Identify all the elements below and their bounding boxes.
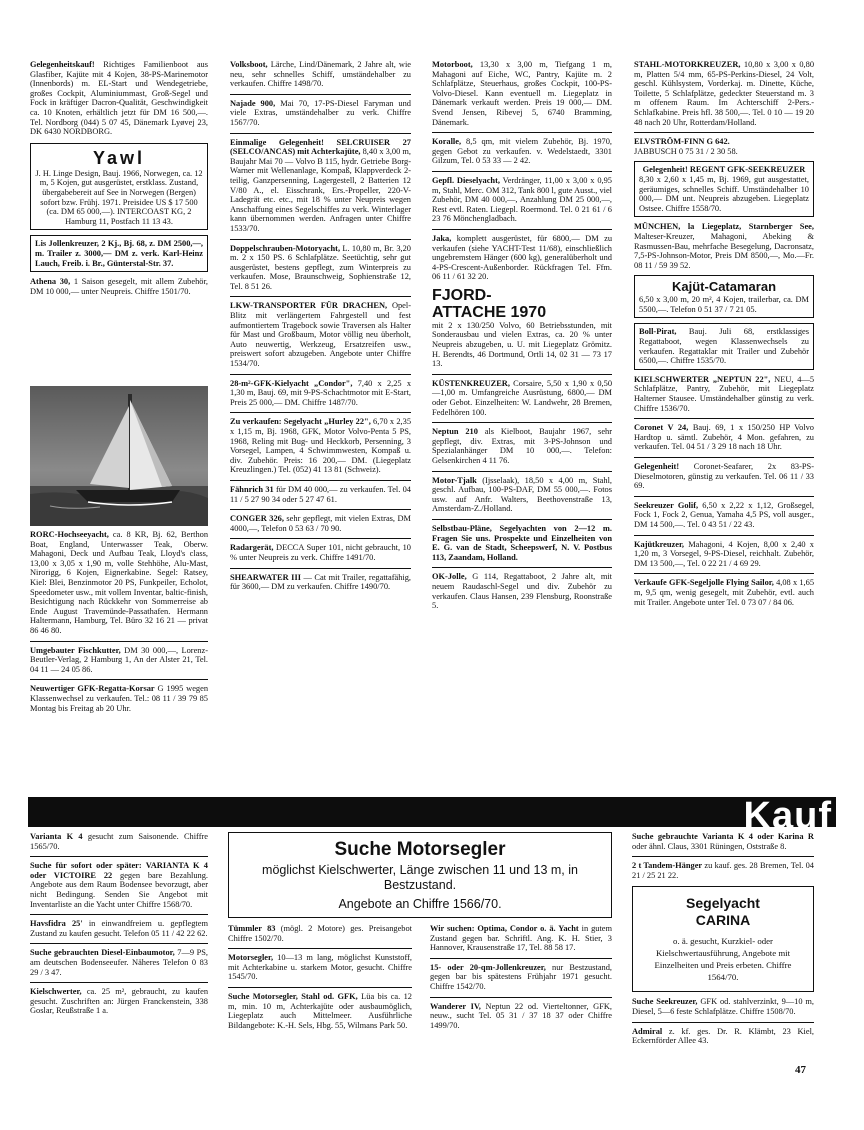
column-4	[634, 60, 814, 612]
ad-text: NEU, 4—5 Schlafplätze, Pantry, Zubehör, mit Liegeplatz Halterner Stausee. Umständehalber günstig zu verk. Chiffre 1536/70.	[634, 374, 815, 413]
ad-text: L. 10,80 m, Br. 3,20 m. 2 x 150 PS. 6 Schlafplätze. Seetüchtig, sehr gut ausgerüstet, bestens gepflegt, zum Winterpreis zu verkaufen. Mose, Braunschweig, Sophienstraße 12, Tel. 8 51 26.	[230, 243, 411, 291]
ad-text: nur Bestzustand, gegen bar bis spätestens Frühjahr 1971 gesucht. Chiffre 1542/70.	[430, 962, 613, 991]
classified-ad	[230, 543, 411, 562]
divider	[432, 132, 612, 133]
classified-ad	[230, 244, 411, 292]
bottom-column-3	[430, 924, 612, 1035]
divider	[634, 496, 814, 497]
ad-text: (Ijsselaak), 18,50 x 4,00 m, Stahl, geschl. Aufbau, 100-PS-DAF, DM 55 000,—. Fotos usw. auf Anfr. Walters, Beethovenstraße 13, Amsterdam-Z./Holland.	[432, 475, 613, 514]
classified-ad	[432, 234, 612, 282]
classified-ad	[230, 60, 411, 89]
boxed-ad	[634, 323, 814, 369]
wanted-ad	[30, 832, 208, 851]
section-title-kauf: Kauf	[743, 795, 832, 837]
ad-text: Coronet-Seafarer, 2x 83-PS-Dieselmotoren, günstig zu verkaufen. Tel. 06 11 / 33 69.	[634, 462, 814, 491]
classified-ad	[432, 427, 612, 465]
ad-title: LKW-TRANSPORTER FÜR DRACHEN,	[230, 301, 388, 311]
ad-title: Coronet V 24,	[634, 423, 689, 433]
ad-title: Neptun 210	[432, 427, 478, 437]
ad-text: JABBUSCH 0 75 31 / 2 30 58.	[634, 146, 738, 156]
divider	[634, 573, 814, 574]
classified-ad	[432, 476, 612, 514]
classified-ad	[230, 301, 411, 368]
ad-title: Radargerät,	[230, 543, 274, 553]
ad-text: J. H. Linge Design, Bauj. 1966, Norwegen, ca. 12 m, 5 Kojen, gut ausgerüstet, erstklass. Zustand, übergabebereit auf See in Norwegen (Bergen) sofort bzw. Frühj. 1971. Preisidee US $ 17 500 (ca. DM 65 000,—). INTERCOAST KG, 2 Hamburg 11, Postfach 11 13 43.	[35, 168, 203, 226]
divider	[230, 412, 411, 413]
ad-text: Corsaire, 5,50 x 1,90 x 0,50—1,00 m. Umfangreiche Ausrüstung, 6800,— DM oder Gebot. Einzelheiten: W. Landwehr, 28 Bremen, Fedelhören 100.	[432, 378, 613, 417]
boxed-ad-catamaran	[634, 275, 814, 318]
divider	[30, 856, 208, 857]
wanted-ad	[430, 924, 612, 953]
divider	[432, 567, 612, 568]
ad-title: Segelyacht	[686, 895, 760, 912]
bottom-column-4	[632, 832, 814, 1051]
ad-text: sehr gepflegt, mit vielen Extras, DM 4000,—, Telefon 0 53 63 / 70 90.	[230, 514, 412, 533]
ad-text: Opel-Blitz mit verlängertem Fahrgestell und fest aufmontiertem Tragebock sowie Traversen als Halter für Mast und Großbaum, Motor völlig neu überholt, Auto neuwertig, Werkzeug, Ersatzreifen usw., preiswert sofort abzugeben. Angebote unter Chiffre 1534/70.	[230, 301, 412, 369]
ad-title: Motorboot,	[432, 60, 473, 69]
ad-text: zu kauf. ges. 28 Bremen, Tel. 04 21 / 25 21 22.	[632, 861, 814, 880]
ad-title: RORC-Hochseeyacht,	[30, 530, 109, 539]
ad-text: möglichst Kielschwerter, Länge zwischen 11 und 13 m, in Bestzustand.	[262, 863, 578, 892]
classified-ad	[30, 277, 208, 296]
ad-text: GFK od. stahlverzinkt, 9—10 m, Diesel, 5—6 feste Schlafplätze. Chiffre 1508/70.	[632, 997, 815, 1016]
ad-text: DECCA Super 101, nicht gebraucht, 10 % unter Neupreis zu verk. Chiffre 1491/70.	[230, 543, 411, 562]
ad-title: Kajüt-Catamaran	[671, 279, 777, 295]
yacht-photo-image	[30, 386, 208, 526]
wanted-ad	[430, 963, 612, 992]
ad-title: Selbstbau-Pläne, Segelyachten von	[432, 523, 567, 533]
ad-text: 6,50 x 2,22 x 1,12, Großsegel, Fock 1, Fock 2, Genua, Yamaha 4,5 PS, voll ausger., DM 14 500,—. Tel. 0 43 51 / 22 43.	[634, 500, 815, 529]
ad-title: Kielschwerter,	[30, 987, 82, 997]
ad-title: Einmalige Gelegenheit! SELCRUISER 27 (SELCO/ANCAS) mit Achterkajüte,	[230, 137, 411, 157]
classified-ad	[432, 137, 612, 166]
wanted-ad	[30, 861, 208, 909]
ad-text: oder ähnl. Claus, 3301 Rüningen, Oststraße 8.	[632, 841, 787, 851]
divider	[30, 943, 208, 944]
ad-text: für DM 40 000,— zu verkaufen. Tel. 04 11 / 5 27 90 34 oder 5 27 47 61.	[230, 484, 411, 504]
ad-text: Malteser-Kreuzer, Mahagoni, Abeking & Rasmussen-Bau, mehrfache Besegelung, Dacronsatz, 7,5-PS-Johnson-Motor, Preis DM 8500,—, Mo.—Fr. 08 11 / 59 39 52.	[634, 231, 814, 270]
ad-title: Najade 900,	[230, 98, 276, 108]
ad-text: Lüa bis ca. 12 m, min. 10 m, Achterkajüte oder ausbaumöglich, Liegeplatz auch Mittelmeer. Ausführliche Bildangebote: K.-H. Sels, Hbg. 55, Wilmans Park 50.	[228, 991, 412, 1030]
divider	[30, 914, 208, 915]
ad-text: 6,50 x 3,00 m, 20 m², 4 Kojen, trailerbar, ca. DM 5500,—. Telefon 0 51 37 / 7 21 05.	[639, 295, 809, 314]
ad-title: Athena 30,	[30, 277, 71, 287]
classified-ad	[30, 684, 208, 713]
ad-title: SHEARWATER III	[230, 572, 301, 582]
ad-title: Volksboot,	[230, 60, 268, 69]
classified-ad	[30, 60, 208, 137]
ad-title: 2 t Tandem-Hänger	[632, 861, 703, 871]
ad-title: 15- oder 20-qm-Jollenkreuzer,	[430, 962, 546, 972]
ad-title: CARINA	[695, 912, 751, 929]
divider	[634, 132, 814, 133]
ad-title: Suche Seekreuzer,	[632, 997, 698, 1007]
ad-title: Motor-Tjalk	[432, 475, 477, 485]
ad-text: G 114, Regattaboot, 2 Jahre alt, mit neuem Raudaschl-Segel und div. Zubehör zu verkaufen. Claus Hansen, 239 Flensburg, Roonstraße 5.	[432, 572, 613, 611]
classified-ad	[230, 573, 411, 592]
ad-title: Suche gebrauchte Varianta K 4 oder Karina R	[632, 832, 814, 841]
ad-text: komplett ausgerüstet, für 6800,— DM zu verkaufen (siehe YACHT-Test 11/68), einschließlich ungebremstem Hänger (600 kg), generalüberholt und 4-PS-Crescent-Außenborder. Rückfragen Tel. Ffm. 06 11 / 61 32 20.	[432, 233, 613, 282]
ad-title: Kajütkreuzer,	[634, 539, 685, 549]
divider	[432, 519, 612, 520]
divider	[228, 948, 412, 949]
ad-title: Zu verkaufen: Segelyacht „Hurley 22",	[230, 417, 371, 427]
ad-title: FJORD-ATTACHE 1970	[432, 286, 547, 321]
classified-ad	[30, 646, 208, 675]
column-1	[30, 60, 208, 301]
ad-title: Wir suchen: Optima, Condor o. ä. Yacht	[430, 924, 579, 933]
divider	[230, 239, 411, 240]
ad-title: Umgebauter Fischkutter,	[30, 645, 121, 655]
classified-ad	[230, 485, 411, 504]
ad-title: Gelegenheitskauf!	[30, 60, 95, 69]
ad-title: ELVSTRÖM-FINN G 642.	[634, 137, 730, 147]
divider	[430, 997, 612, 998]
divider	[432, 422, 612, 423]
divider	[230, 374, 411, 375]
ad-title: Suche Motorsegler, Stahl od. GFK,	[228, 991, 358, 1001]
bottom-column-1	[30, 832, 208, 1021]
ad-text: mit 2 x 130/250 Volvo, 60 Betriebsstunden, mit Sonderausbau und vielen Extras, ca. 20 % unter Neupreis abzugeben, u. U. mit Liegeplatz Grömitz. H. Berendts, 46 Dortmund, Ortli 14, 02 31 — 73 17 13.	[432, 320, 612, 369]
classified-ad	[634, 501, 814, 530]
classified-ad	[634, 137, 814, 156]
ad-text: 1 Saison gesegelt, mit allem Zubehör, DM 10 000,— unter Neupreis. Chiffre 1501/70.	[30, 277, 208, 296]
ad-title: KÜSTENKREUZER,	[432, 378, 510, 388]
divider	[230, 480, 411, 481]
classified-ad	[634, 540, 814, 569]
wanted-ad	[228, 953, 412, 982]
classified-ad	[230, 99, 411, 128]
wanted-ad	[430, 1002, 612, 1031]
ad-text: Angebote an Chiffre 1566/70.	[338, 897, 502, 911]
ad-text: 6,70 x 2,35 x 1,15 m, Bj. 1968, GFK, Motor Volvo-Penta 5 PS, 1968, Reling mit Bug- und Heckkorb, Persenning, 3 Vorsegel, Lampen, 4 Schwimmwesten, Kompaß u. div. Zubehör. Preis: 16 200,— DM. (Liegeplatz Kreuzlingen.) Tel. (052) 41 13 81 (Schweiz).	[230, 417, 412, 475]
boxed-ad	[30, 235, 208, 272]
ad-text: 8,30 x 2,60 x 1,45 m, Bj. 1969, gut ausgestattet, geräumiges, schnelles Schiff. Umständehalber 10 000,— DM unt. Neupreis abzugeben. Liegeplatz Ostsee. Chiffre 1558/70.	[639, 174, 809, 213]
ad-text: — Cat mit Trailer, regattafähig, für 3600,— DM zu verkaufen. Chiffre 1490/70.	[230, 572, 412, 592]
ad-text: 2—12 m. Fragen Sie uns. Prospekte und Einzelheiten von E. G. van de Stadt, Scheepswerf, N. V. Postbus 113, Zaandam, Holland.	[432, 523, 612, 562]
divider	[634, 535, 814, 536]
classified-ad	[432, 572, 612, 610]
ad-title: Yawl	[92, 147, 146, 168]
ad-text: Bauj. 69, 1 x 150/250 HP Volvo Hardtop u. sämtl. Zubehör, 4 Mon. gefahren, zu verkaufen. Tel. 04 51 / 3 29 18 nach 18 Uhr.	[634, 423, 814, 452]
classified-ad	[230, 514, 411, 533]
ad-title: Gelegenheit!	[634, 462, 680, 471]
ad-title: MÜNCHEN, la Liegeplatz, Starnberger See,	[634, 222, 814, 232]
ad-title: 28-m²-GFK-Kielyacht „Condor",	[230, 378, 353, 388]
classified-ad	[30, 530, 208, 636]
ad-text: 8,40 x 3,00 m, Baujahr Mai 70 — Volvo B 115, hydr. Getriebe Borg-Warner mit Wellenanlage, Kompaß, Klappverdeck 2-teilig, Ganzpersenning, Lagergestell, 2 Batterien 12 V/80 A., el. Eisschrank, Ers.-Propeller, 220-V-Ladegrät etc. etc., mit 18 % unter Neupreis wegen Anschaffung eines Segelschiffes zu verk. Winterlager kann übernommen werden. Anfragen unter Chiffre 1533/70.	[230, 147, 411, 233]
ad-text: Lis Jollenkreuzer, 2 Kj., Bj. 68, z. DM 2500,—, m. Trailer z. 3000,— DM z. verk. Karl-Heinz Lauch, Freib. i. Br., Günterstal-Str. 37.	[35, 239, 203, 268]
ad-text: Mahagoni, 4 Kojen, 8,00 x 2,40 x 1,20 m, 3 Vorsegel, 9-PS-Diesel, reichhalt. Zubehör, DM 13 500,—, Tel. 0 22 21 / 4 69 29.	[634, 539, 814, 568]
wanted-ad	[30, 987, 208, 1016]
ad-text: 10—13 m lang, möglichst Kunststoff, mit Achterkabine u. starkem Motor, gesucht. Chiffre 1545/70.	[228, 953, 412, 982]
divider	[230, 94, 411, 95]
divider	[430, 958, 612, 959]
column-3	[432, 60, 612, 616]
divider	[432, 374, 612, 375]
ad-title: Gelegenheit! REGENT GFK-SEEKREUZER	[642, 165, 806, 175]
classified-ad	[432, 524, 612, 562]
ad-text: 10,80 x 3,00 x 0,80 m, Platten 5/4 mm, 65-PS-Perkins-Diesel, 24 Volt, geschl. Kühlsystem, Vorderkaj. m. Dinette, Küche, Toilette, 5 Schlafplätze, gedeckter Steuerstand m. 3 m offenem Raum. Im Achterschiff 2-Pers.-Schlafkabine. Preis hfl. 38 500,—. Tel. 0 10 — 19 20 48 nach 20 Uhr, Rotterdam/Holland.	[634, 60, 815, 127]
bottom-column-2	[228, 924, 412, 1035]
divider	[230, 568, 411, 569]
ad-title: Suche Motorsegler	[334, 839, 506, 860]
boxed-ad-motorsegler	[228, 832, 612, 918]
divider	[632, 1022, 814, 1023]
ad-title: Seekreuzer Golif,	[634, 500, 699, 510]
wanted-ad	[228, 924, 412, 943]
wanted-ad	[30, 919, 208, 938]
ad-text: 7—9 PS, am deutschen Bodenseeufer. Näheres Telefon 0 83 29 / 3 47.	[30, 948, 208, 977]
divider	[230, 538, 411, 539]
classified-ad	[432, 379, 612, 417]
ad-text: 4,08 x 1,65 m, 9,5 qm, wenig gesegelt, mit Zubehör, evtl. auch mit Trailer. Angebote unter Tel. 0 73 07 / 84 06.	[634, 578, 815, 607]
classified-ad	[634, 60, 814, 127]
ad-text: (mögl. 2 Motore) ges. Preisangebot Chiffre 1502/70.	[228, 924, 413, 943]
ad-title: Verkaufe GFK-Segeljolle Flying Sailor,	[634, 578, 774, 588]
ad-text: in gutem Zustand gegen bar. Schriftl. Ang. K. H. Stier, 3 Hannover, Krausenstraße 17, Tel. 88 58 17.	[430, 924, 612, 953]
classified-ad-fjord	[432, 287, 612, 369]
ad-text: ca. 25 m², gebraucht, zu kaufen gesucht. Zuschriften an: Jürgen Franckenstein, 338 Goslar, Reußstraße 1 a.	[30, 987, 209, 1016]
ad-text: Richtiges Familienboot aus Glasfiber, Kajüte mit 4 Kojen, 38-PS-Marinemotor (Innenbords) m. EL-Start und Wendegetriebe, großes Cockpit, Aluminiummast, Groß-Segel und Fock in kräftiger Dacron-Qualität, Geschwindigkeit ca. 10 Knoten, erhältlich jetzt für DM 16 500,—. Tel. Nordborg (044) 5 07 45, Dänemark Lyøvej 23, DK 6430 NORDBORG.	[30, 60, 208, 137]
divider	[228, 987, 412, 988]
ad-text: Mai 70, 17-PS-Diesel Faryman und viele Extras, umständehalber zu verk. Chiffre 1567/70.	[230, 98, 411, 127]
wanted-ad	[30, 948, 208, 977]
sailing-yacht-photo	[30, 386, 208, 526]
ad-text: ca. 8 KR, Bj. 62, Berthon Boat, England, Unterwasser Teak, Oberw. Mahagoni, Deck und Aufbau Teak, Lloyd's class, 13,00 x 3,05 x 1,90 m, volle Stehhöhe, Alu-Mast, Nirorigg, 6 Kojen, Eignerkabine. Segel: Ratsey, Kiel: Blei, Benzinmotor 20 PS, Funkpeiler, Echolot, Speedometer usw., mit vollem Inventar, baltic-finish, Besichtigung nach Rückkehr von Sommerreise ab Ende August Travemünde-Passathafen. Hermann Haltermann, Hamburg, Tel. Büro 32 16 21 — privat 86 46 80.	[30, 530, 209, 635]
column-1-lower	[30, 530, 208, 718]
ad-text: 8,5 qm, mit vielem Zubehör, Bj. 1970, gegen Gebot zu verkaufen. v. Wedelstaedt, 3301 Gilzum, Tel. 0 53 33 — 2 42.	[432, 137, 613, 166]
ad-title: Varianta K 4	[30, 832, 83, 841]
ad-text: als Kielboot, Baujahr 1967, sehr gepflegt, div. Extras, mit 3-PS-Johnson und Spezialanhänger DM 10 000,—. Telefon: Gelsenkirchen 4 11 76.	[432, 427, 613, 465]
ad-text: gesucht zum Saisonende. Chiffre 1565/70.	[30, 832, 208, 851]
classified-ad	[634, 578, 814, 607]
divider	[230, 133, 411, 134]
divider	[432, 471, 612, 472]
wanted-ad	[632, 1027, 814, 1046]
ad-title: Fähnrich 31	[230, 484, 274, 494]
divider	[634, 418, 814, 419]
ad-title: Jaka,	[432, 233, 452, 243]
divider	[30, 679, 208, 680]
classified-ad	[634, 222, 814, 270]
classified-ad	[230, 138, 411, 234]
ad-title: Doppelschrauben-Motoryacht,	[230, 243, 341, 253]
ad-title: Wanderer IV,	[430, 1001, 481, 1011]
ad-text: 7,40 x 2,25 x 1,30 m, Bauj. 69, mit 9-PS-Schachtmotor mit E-Start, Preis 25 000,— DM. Chiffre 1487/70.	[230, 378, 412, 407]
page-number: 47	[795, 1064, 806, 1076]
wanted-ad	[632, 861, 814, 880]
ad-title: Boll-Pirat,	[639, 327, 677, 337]
classified-ad	[634, 423, 814, 452]
classified-ad	[634, 375, 814, 413]
ad-text: G 1995 wegen Klassenwechsel zu verkaufen. Tel.: 08 11 / 39 79 85 Montag bis Freitag ab 20 Uhr.	[30, 684, 209, 713]
ad-text: Neptun 22 od. Vierteltonner, GFK, neuw., sucht Tel. 05 31 / 37 18 37 oder Chiffre 1499/70.	[430, 1001, 612, 1030]
divider	[230, 296, 411, 297]
ad-title: CONGER 326,	[230, 514, 284, 524]
ad-title: Admiral	[632, 1026, 663, 1036]
ad-text: Verdränger, 11,00 x 3,00 x 0,95 m, Stahl, Merc. OM 312, Tank 800 l, gute Ausst., viel Zubehör, DM 40 000,—, Anzahlung DM 25 000,—, Rest evtl. Raten. Liegepl. Roermond. Tel. 0 21 61 / 6 23 76 Mönchengladbach.	[432, 175, 613, 224]
ad-text: DM 30 000,—, Lorenz-Beutler-Verlag, 2 Hamburg 1, An der Alster 21, Tel. 04 11 — 24 05 86.	[30, 645, 208, 674]
ad-title: OK-Jolle,	[432, 572, 467, 582]
divider	[432, 171, 612, 172]
divider	[634, 457, 814, 458]
divider	[30, 982, 208, 983]
ad-text: o. ä. gesucht, Kurzkiel- oder Kielschwertausführung, Angebote mit Einzelheiten und Preis erbeten. Chiffre 1564/70.	[654, 936, 792, 983]
wanted-ad	[632, 997, 814, 1016]
ad-text: z. kf. ges. Dr. R. Klämbt, 23 Kiel, Eckernförder Allee 43.	[632, 1026, 815, 1046]
column-2	[230, 60, 411, 597]
ad-title: Motorsegler,	[228, 953, 274, 963]
ad-text: 13,30 x 3,00 m, Tiefgang 1 m, Mahagoni auf Eiche, WC, Pantry, Kajüte m. 2 Schlafplätze, Steuerhaus, großes Cockpit, 100-PS-Volvo-Diesel. Kann eventuell m. Liegeplatz in Dänemark verkauft werden. Preis 19 000,— DM. Svend Jensen, Ribevej 5, 6740 Bramming, Dänemark.	[432, 60, 612, 127]
wanted-ad	[228, 992, 412, 1030]
ad-title: Suche für sofort oder später: VARIANTA K 4 oder VICTOIRE 22	[30, 861, 208, 880]
divider	[432, 229, 612, 230]
ad-text: gegen bare Bezahlung. Angebote aus dem Raum Bodensee bevorzugt, aber nicht Bedingung. Senden Sie Angebot mit Inventarliste an die Yacht unter Chiffre 1568/70.	[30, 870, 208, 909]
divider	[230, 509, 411, 510]
divider	[30, 641, 208, 642]
ad-title: Havsfidra 25'	[30, 919, 83, 929]
classified-ad	[230, 379, 411, 408]
ad-text: Lärche, Lind/Dänemark, 2 Jahre alt, wie neu, sehr schnelles Schiff, umständehalber zu verkaufen. Chiffre 1498/70.	[230, 60, 412, 89]
ad-title: Suche gebrauchten Diesel-Einbaumotor,	[30, 948, 175, 958]
ad-title: Tümmler 83	[228, 924, 276, 933]
divider	[632, 856, 814, 857]
ad-title: Gepfl. Dieselyacht,	[432, 175, 500, 185]
boxed-ad-regent	[634, 161, 814, 217]
ad-title: STAHL-MOTORKREUZER,	[634, 60, 741, 69]
ad-text: in einwandfreiem u. gepflegtem Zustand zu kaufen gesucht. Telefon 05 11 / 42 22 62.	[30, 919, 208, 938]
classified-ad	[432, 176, 612, 224]
boxed-ad-carina	[632, 886, 814, 992]
ad-text: Bauj. Juli 68, erstklassiges Regattaboot, wegen Klassenwechsels zu verkaufen. Regattaklar mit Trailer und Zubehör 6500,—. Chiffre 1535/70.	[639, 327, 809, 366]
classified-ad	[432, 60, 612, 127]
ad-title: Koralle,	[432, 137, 462, 147]
classified-ad	[230, 417, 411, 475]
classified-ad	[634, 462, 814, 491]
ad-title: KIELSCHWERTER „NEPTUN 22",	[634, 374, 771, 384]
wanted-ad	[632, 832, 814, 851]
boxed-ad-yawl	[30, 143, 208, 231]
ad-title: Neuwertiger GFK-Regatta-Korsar	[30, 684, 155, 694]
